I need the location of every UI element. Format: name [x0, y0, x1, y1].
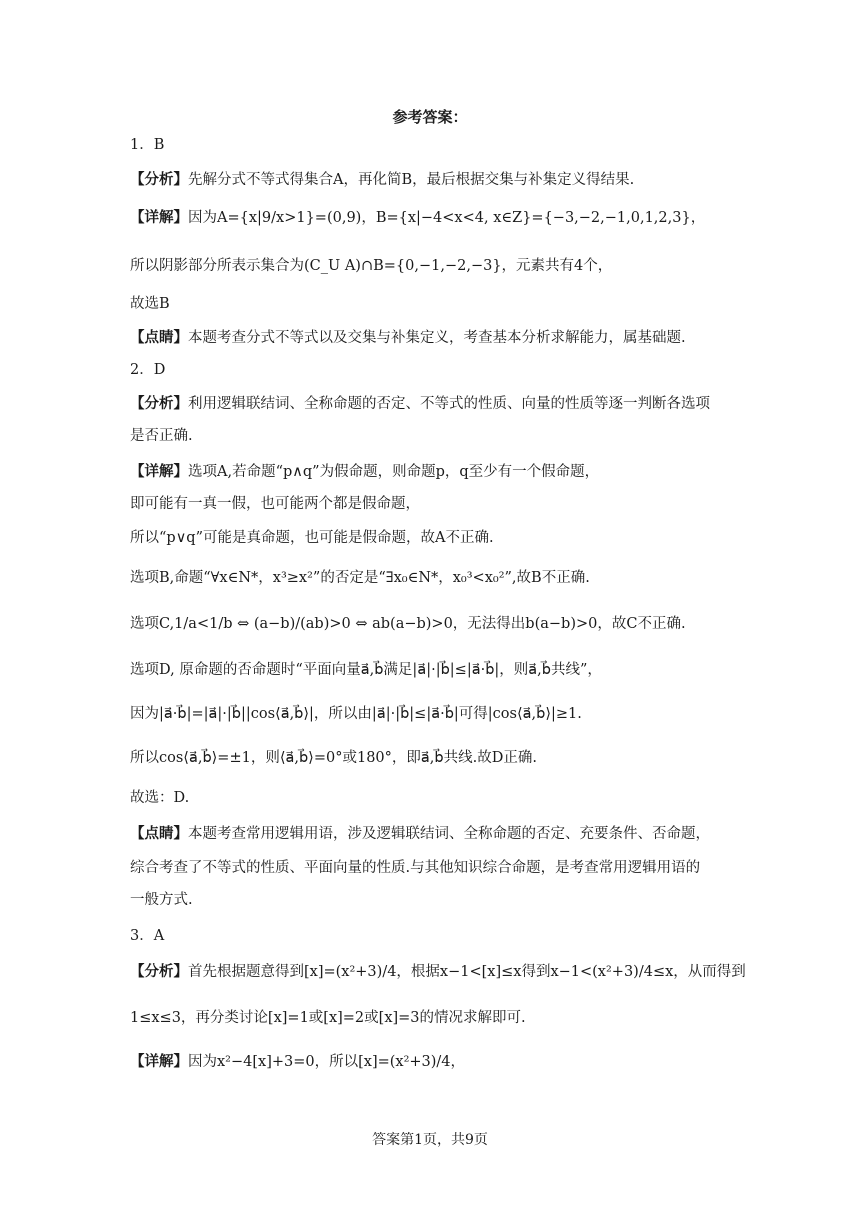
- q2-detail-line2: 即可能有一真一假，也可能两个都是假命题，: [130, 496, 420, 512]
- q2-option-b: 选项B,命题“∀x∈N*，x³≥x²”的否定是“∃x₀∈N*，x₀³<x₀²”,故B不正确.: [130, 570, 590, 586]
- q2-comment-line2: 综合考查了不等式的性质、平面向量的性质.与其他知识综合命题，是考查常用逻辑用语的: [130, 860, 701, 876]
- q1-detail: [130, 208, 705, 228]
- detail-tag: 【详解】: [130, 463, 188, 480]
- q2-option-d-line2: 因为|a⃗·b⃗|=|a⃗|·|b⃗||cos⟨a⃗,b⃗⟩|，所以由|a⃗|·|b⃗|≤|a⃗·b⃗|可得|cos⟨a⃗,b⃗⟩|≥1.: [130, 706, 582, 722]
- q1-detail-text: 因为A={x|9/x>1}=(0,9)，B={x|−4<x<4, x∈Z}={−3,−2,−1,0,1,2,3}，: [188, 210, 706, 226]
- q2-comment-text: 本题考查常用逻辑用语，涉及逻辑联结词、全称命题的否定、充要条件、否命题，: [188, 826, 710, 842]
- q2-analysis: [130, 394, 710, 414]
- q2-option-d: 选项D, 原命题的否命题时“平面向量a⃗,b⃗满足|a⃗|·|b⃗|≤|a⃗·b⃗|，则a⃗,b⃗共线”，: [130, 662, 602, 678]
- q1-comment-text: 本题考查分式不等式以及交集与补集定义，考查基本分析求解能力，属基础题.: [188, 330, 686, 346]
- detail-tag: 【详解】: [130, 1053, 188, 1070]
- analysis-tag: 【分析】: [130, 963, 188, 980]
- q2-detail-line3: 所以“p∨q”可能是真命题，也可能是假命题，故A不正确.: [130, 530, 494, 546]
- page-title: 参考答案：: [392, 108, 468, 126]
- question-2-answer: 2．D: [130, 362, 166, 378]
- q2-choice: 故选：D.: [130, 790, 190, 806]
- q1-choice: 故选B: [130, 296, 170, 312]
- question-1-answer: 1．B: [130, 137, 165, 153]
- q2-analysis-line2: 是否正确.: [130, 428, 193, 444]
- q2-detail-text: 选项A,若命题“p∧q”为假命题，则命题p，q至少有一个假命题，: [188, 464, 600, 480]
- q3-analysis-text: 首先根据题意得到[x]=(x²+3)/4，根据x−1<[x]≤x得到x−1<(x²+3)/4≤x，从而得到: [188, 964, 746, 980]
- q2-comment-line3: 一般方式.: [130, 892, 193, 908]
- q2-detail: [130, 462, 599, 482]
- q1-analysis: [130, 170, 634, 190]
- comment-tag: 【点睛】: [130, 329, 188, 346]
- analysis-tag: 【分析】: [130, 395, 188, 412]
- q1-analysis-text: 先解分式不等式得集合A，再化简B，最后根据交集与补集定义得结果.: [188, 172, 635, 188]
- detail-tag: 【详解】: [130, 209, 188, 226]
- analysis-tag: 【分析】: [130, 171, 188, 188]
- q3-detail-text: 因为x²−4[x]+3=0，所以[x]=(x²+3)/4，: [188, 1054, 466, 1070]
- page-footer: 答案第1页，共9页: [372, 1132, 488, 1148]
- q3-detail: [130, 1052, 465, 1072]
- q2-comment: [130, 824, 710, 844]
- q2-option-c: 选项C,1/a<1/b ⇔ (a−b)/(ab)>0 ⇔ ab(a−b)>0，无法得出b(a−b)>0，故C不正确.: [130, 616, 686, 632]
- q1-detail-line2: 所以阴影部分所表示集合为(C_U A)∩B={0,−1,−2,−3}，元素共有4个，: [130, 258, 613, 274]
- q2-option-d-line3: 所以cos⟨a⃗,b⃗⟩=±1，则⟨a⃗,b⃗⟩=0°或180°，即a⃗,b⃗共线.故D正确.: [130, 750, 537, 766]
- q2-analysis-text: 利用逻辑联结词、全称命题的否定、不等式的性质、向量的性质等逐一判断各选项: [188, 396, 710, 412]
- q3-analysis: [130, 962, 746, 982]
- question-3-answer: 3．A: [130, 928, 165, 944]
- comment-tag: 【点睛】: [130, 825, 188, 842]
- q1-comment: [130, 328, 686, 348]
- q3-analysis-line2: 1≤x≤3，再分类讨论[x]=1或[x]=2或[x]=3的情况求解即可.: [130, 1010, 526, 1026]
